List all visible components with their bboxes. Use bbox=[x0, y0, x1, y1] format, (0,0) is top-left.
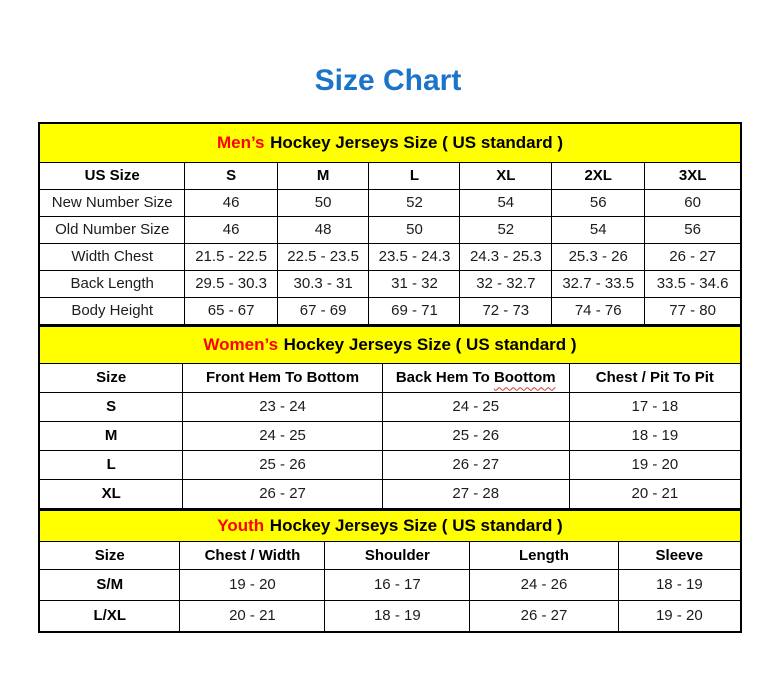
size-chart bbox=[38, 122, 742, 633]
youth-row bbox=[40, 601, 740, 632]
mens-cell: 52 bbox=[460, 217, 552, 244]
mens-cell: 74 - 76 bbox=[552, 298, 645, 325]
womens-column-header: Size bbox=[40, 364, 183, 393]
mens-cell: 48 bbox=[277, 217, 369, 244]
mens-cell: 67 - 69 bbox=[277, 298, 369, 325]
mens-row-label: Width Chest bbox=[40, 244, 185, 271]
mens-cell: 50 bbox=[369, 217, 460, 244]
youth-cell: 20 - 21 bbox=[180, 601, 325, 632]
womens-cell: 24 - 25 bbox=[183, 422, 382, 451]
mens-cell: 54 bbox=[460, 190, 552, 217]
mens-row bbox=[40, 217, 740, 244]
mens-cell: 56 bbox=[645, 217, 740, 244]
womens-row-label: XL bbox=[40, 480, 183, 509]
mens-cell: 29.5 - 30.3 bbox=[185, 271, 277, 298]
womens-header-row bbox=[40, 364, 740, 393]
womens-column-header: Chest / Pit To Pit bbox=[569, 364, 740, 393]
mens-cell: 25.3 - 26 bbox=[552, 244, 645, 271]
youth-column-header: Length bbox=[470, 542, 618, 570]
mens-cell: 46 bbox=[185, 190, 277, 217]
youth-section-header bbox=[40, 508, 740, 542]
youth-cell: 19 - 20 bbox=[180, 570, 325, 601]
womens-cell: 23 - 24 bbox=[183, 393, 382, 422]
womens-row bbox=[40, 451, 740, 480]
mens-cell: 60 bbox=[645, 190, 740, 217]
womens-cell: 25 - 26 bbox=[183, 451, 382, 480]
page-title: Size Chart bbox=[314, 64, 462, 97]
mens-cell: 46 bbox=[185, 217, 277, 244]
youth-cell: 18 - 19 bbox=[618, 570, 740, 601]
mens-size-table bbox=[40, 163, 740, 324]
mens-section-header bbox=[40, 124, 740, 163]
youth-section bbox=[40, 508, 740, 631]
womens-cell: 26 - 27 bbox=[183, 480, 382, 509]
womens-section bbox=[40, 324, 740, 508]
mens-row bbox=[40, 271, 740, 298]
mens-cell: 69 - 71 bbox=[369, 298, 460, 325]
womens-cell: 25 - 26 bbox=[382, 422, 569, 451]
mens-row bbox=[40, 244, 740, 271]
mens-cell: 52 bbox=[369, 190, 460, 217]
mens-column-header: 3XL bbox=[645, 163, 740, 190]
womens-cell: 27 - 28 bbox=[382, 480, 569, 509]
mens-column-header: XL bbox=[460, 163, 552, 190]
womens-cell: 18 - 19 bbox=[569, 422, 740, 451]
womens-section-header bbox=[40, 324, 740, 364]
womens-row bbox=[40, 393, 740, 422]
womens-cell: 24 - 25 bbox=[382, 393, 569, 422]
mens-cell: 65 - 67 bbox=[185, 298, 277, 325]
youth-size-table bbox=[40, 542, 740, 631]
mens-cell: 50 bbox=[277, 190, 369, 217]
mens-cell: 31 - 32 bbox=[369, 271, 460, 298]
youth-cell: 26 - 27 bbox=[470, 601, 618, 632]
youth-cell: 24 - 26 bbox=[470, 570, 618, 601]
womens-cell: 19 - 20 bbox=[569, 451, 740, 480]
womens-cell: 26 - 27 bbox=[382, 451, 569, 480]
womens-section-header-highlight: Women’s bbox=[203, 335, 279, 354]
mens-column-header: S bbox=[185, 163, 277, 190]
mens-cell: 22.5 - 23.5 bbox=[277, 244, 369, 271]
youth-cell: 18 - 19 bbox=[325, 601, 470, 632]
youth-column-header: Chest / Width bbox=[180, 542, 325, 570]
mens-cell: 54 bbox=[552, 217, 645, 244]
womens-column-header: Back Hem To Boottom bbox=[382, 364, 569, 393]
youth-column-header: Shoulder bbox=[325, 542, 470, 570]
womens-row-label: S bbox=[40, 393, 183, 422]
mens-cell: 33.5 - 34.6 bbox=[645, 271, 740, 298]
misspelled-word: Boottom bbox=[493, 369, 556, 387]
mens-cell: 26 - 27 bbox=[645, 244, 740, 271]
womens-row-label: L bbox=[40, 451, 183, 480]
mens-column-header: L bbox=[369, 163, 460, 190]
mens-section bbox=[40, 124, 740, 324]
youth-row-label: L/XL bbox=[40, 601, 180, 632]
womens-row bbox=[40, 480, 740, 509]
youth-cell: 19 - 20 bbox=[618, 601, 740, 632]
mens-cell: 21.5 - 22.5 bbox=[185, 244, 277, 271]
mens-cell: 24.3 - 25.3 bbox=[460, 244, 552, 271]
womens-size-table bbox=[40, 364, 740, 508]
youth-column-header: Sleeve bbox=[618, 542, 740, 570]
mens-cell: 56 bbox=[552, 190, 645, 217]
mens-column-header: US Size bbox=[40, 163, 185, 190]
womens-cell: 17 - 18 bbox=[569, 393, 740, 422]
youth-column-header: Size bbox=[40, 542, 180, 570]
youth-row-label: S/M bbox=[40, 570, 180, 601]
youth-header-row bbox=[40, 542, 740, 570]
mens-cell: 77 - 80 bbox=[645, 298, 740, 325]
womens-section-header-text: Hockey Jerseys Size ( US standard ) bbox=[283, 335, 577, 354]
mens-row-label: Old Number Size bbox=[40, 217, 185, 244]
mens-cell: 30.3 - 31 bbox=[277, 271, 369, 298]
mens-column-header: M bbox=[277, 163, 369, 190]
mens-cell: 23.5 - 24.3 bbox=[369, 244, 460, 271]
mens-header-row bbox=[40, 163, 740, 190]
mens-column-header: 2XL bbox=[552, 163, 645, 190]
womens-row bbox=[40, 422, 740, 451]
mens-section-header-text: Hockey Jerseys Size ( US standard ) bbox=[270, 133, 564, 152]
womens-row-label: M bbox=[40, 422, 183, 451]
mens-row-label: Back Length bbox=[40, 271, 185, 298]
mens-cell: 32 - 32.7 bbox=[460, 271, 552, 298]
mens-row bbox=[40, 298, 740, 325]
womens-column-header: Front Hem To Bottom bbox=[183, 364, 382, 393]
mens-cell: 32.7 - 33.5 bbox=[552, 271, 645, 298]
youth-cell: 16 - 17 bbox=[325, 570, 470, 601]
mens-section-header-highlight: Men’s bbox=[216, 133, 265, 152]
mens-row bbox=[40, 190, 740, 217]
youth-section-header-text: Hockey Jerseys Size ( US standard ) bbox=[269, 516, 563, 535]
mens-row-label: New Number Size bbox=[40, 190, 185, 217]
mens-cell: 72 - 73 bbox=[460, 298, 552, 325]
youth-section-header-highlight: Youth bbox=[217, 516, 265, 535]
mens-row-label: Body Height bbox=[40, 298, 185, 325]
youth-row bbox=[40, 570, 740, 601]
womens-cell: 20 - 21 bbox=[569, 480, 740, 509]
